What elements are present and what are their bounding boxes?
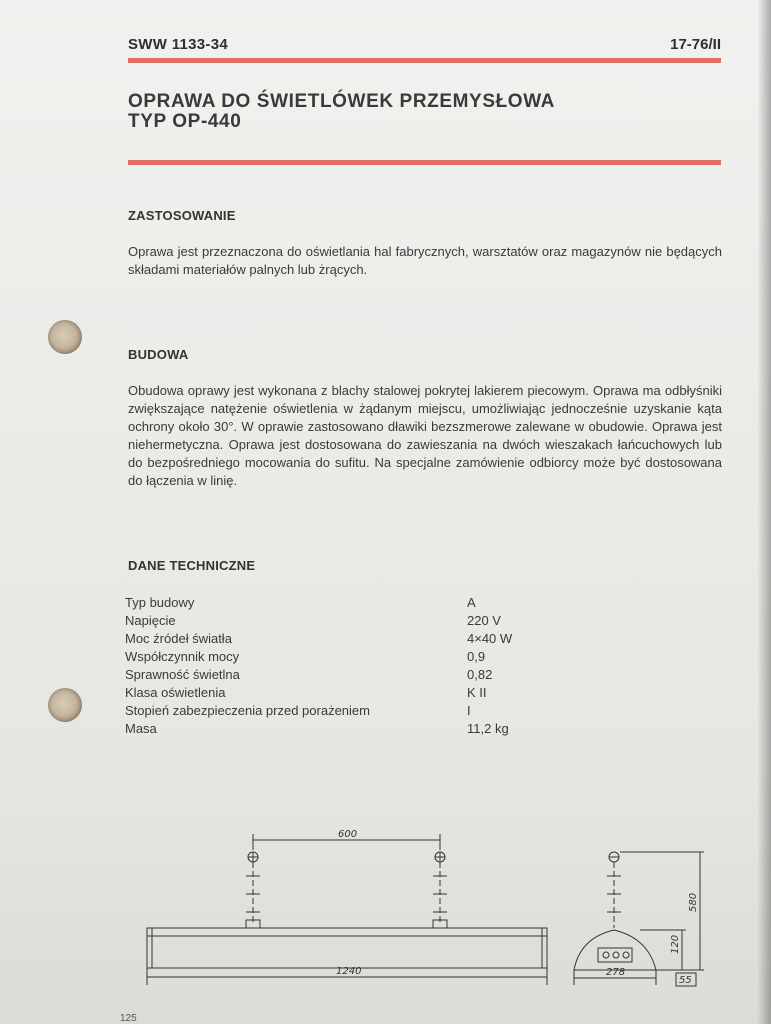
spec-row <box>125 684 545 702</box>
punch-hole-upper <box>48 320 82 354</box>
dim-length-label: 1240 <box>336 966 362 977</box>
spec-label: Sprawność świetlna <box>125 667 240 682</box>
spec-value: 11,2 kg <box>467 721 509 736</box>
sheet-number: 17-76/II <box>670 36 721 53</box>
spec-label: Klasa oświetlenia <box>125 685 226 700</box>
front-view <box>147 834 547 985</box>
spec-label: Masa <box>125 721 157 736</box>
dane-heading: DANE TECHNICZNE <box>128 558 256 573</box>
header-red-rule <box>128 58 721 63</box>
spec-row <box>125 666 545 684</box>
spec-row <box>125 630 545 648</box>
document-title <box>128 92 555 132</box>
spec-label: Stopień zabezpieczenia przed porażeniem <box>125 703 370 718</box>
lamp-circle <box>623 952 629 958</box>
dim-width-label: 278 <box>606 967 626 978</box>
side-profile <box>574 930 656 970</box>
spec-value: 0,82 <box>467 667 493 682</box>
luminaire-body <box>147 928 547 968</box>
spec-value: 220 V <box>467 613 501 628</box>
spec-row <box>125 612 545 630</box>
dim-spacing-label: 600 <box>338 829 358 840</box>
spec-value: 4×40 W <box>467 631 513 646</box>
title-red-rule <box>128 160 721 165</box>
title-line-2: TYP OP-440 <box>128 111 242 132</box>
lamp-circle <box>613 952 619 958</box>
technical-drawing <box>0 820 771 1020</box>
title-line-1: OPRAWA DO ŚWIETLÓWEK PRZEMYSŁOWA <box>128 91 555 112</box>
zastosowanie-text: Oprawa jest przeznaczona do oświetlania hal fabrycznych, warsztatów oraz magazynów nie będących składami materiałów palnych lub żrących. <box>128 244 722 277</box>
dim-height-label: 580 <box>688 892 699 912</box>
punch-hole-lower <box>48 688 82 722</box>
spec-row <box>125 720 545 738</box>
spec-row <box>125 648 545 666</box>
spec-value: A <box>467 595 476 610</box>
spec-label: Napięcie <box>125 613 176 628</box>
side-view <box>574 852 704 986</box>
dim-box-label: 55 <box>679 975 692 986</box>
spec-label: Typ budowy <box>125 595 195 610</box>
spec-label: Moc źródeł światła <box>125 631 232 646</box>
dim-body-height-label: 120 <box>670 934 681 954</box>
spec-label: Współczynnik mocy <box>125 649 240 664</box>
spec-row <box>125 594 545 612</box>
standard-code: SWW 1133-34 <box>128 36 229 53</box>
lamp-circle <box>603 952 609 958</box>
spec-value: K II <box>467 685 487 700</box>
zastosowanie-heading: ZASTOSOWANIE <box>128 208 236 223</box>
page-number: 125 <box>120 1013 137 1024</box>
spec-value: 0,9 <box>467 649 486 664</box>
budowa-text: Obudowa oprawy jest wykonana z blachy stalowej pokrytej lakierem piecowym. Oprawa ma odbłyśniki zwiększające natężenie oświetlenia w żądanym miejscu, umożliwiając jednocześnie uzyskanie kąta ochrony około 30°. W oprawie zastosowano dławiki bezszmerowe zalewane w obudowie. Oprawa jest niehermetyczna. Oprawa jest dostosowana do zawieszania na dwóch wieszakach łańcuchowych lub do bezpośredniego mocowania do sufitu. Na specjalne zamówienie odbiorcy może być dostosowana do łączenia w linię. <box>128 383 722 488</box>
budowa-heading: BUDOWA <box>128 347 189 362</box>
spec-value: I <box>467 703 471 718</box>
spec-table <box>125 594 545 738</box>
spec-row <box>125 702 545 720</box>
